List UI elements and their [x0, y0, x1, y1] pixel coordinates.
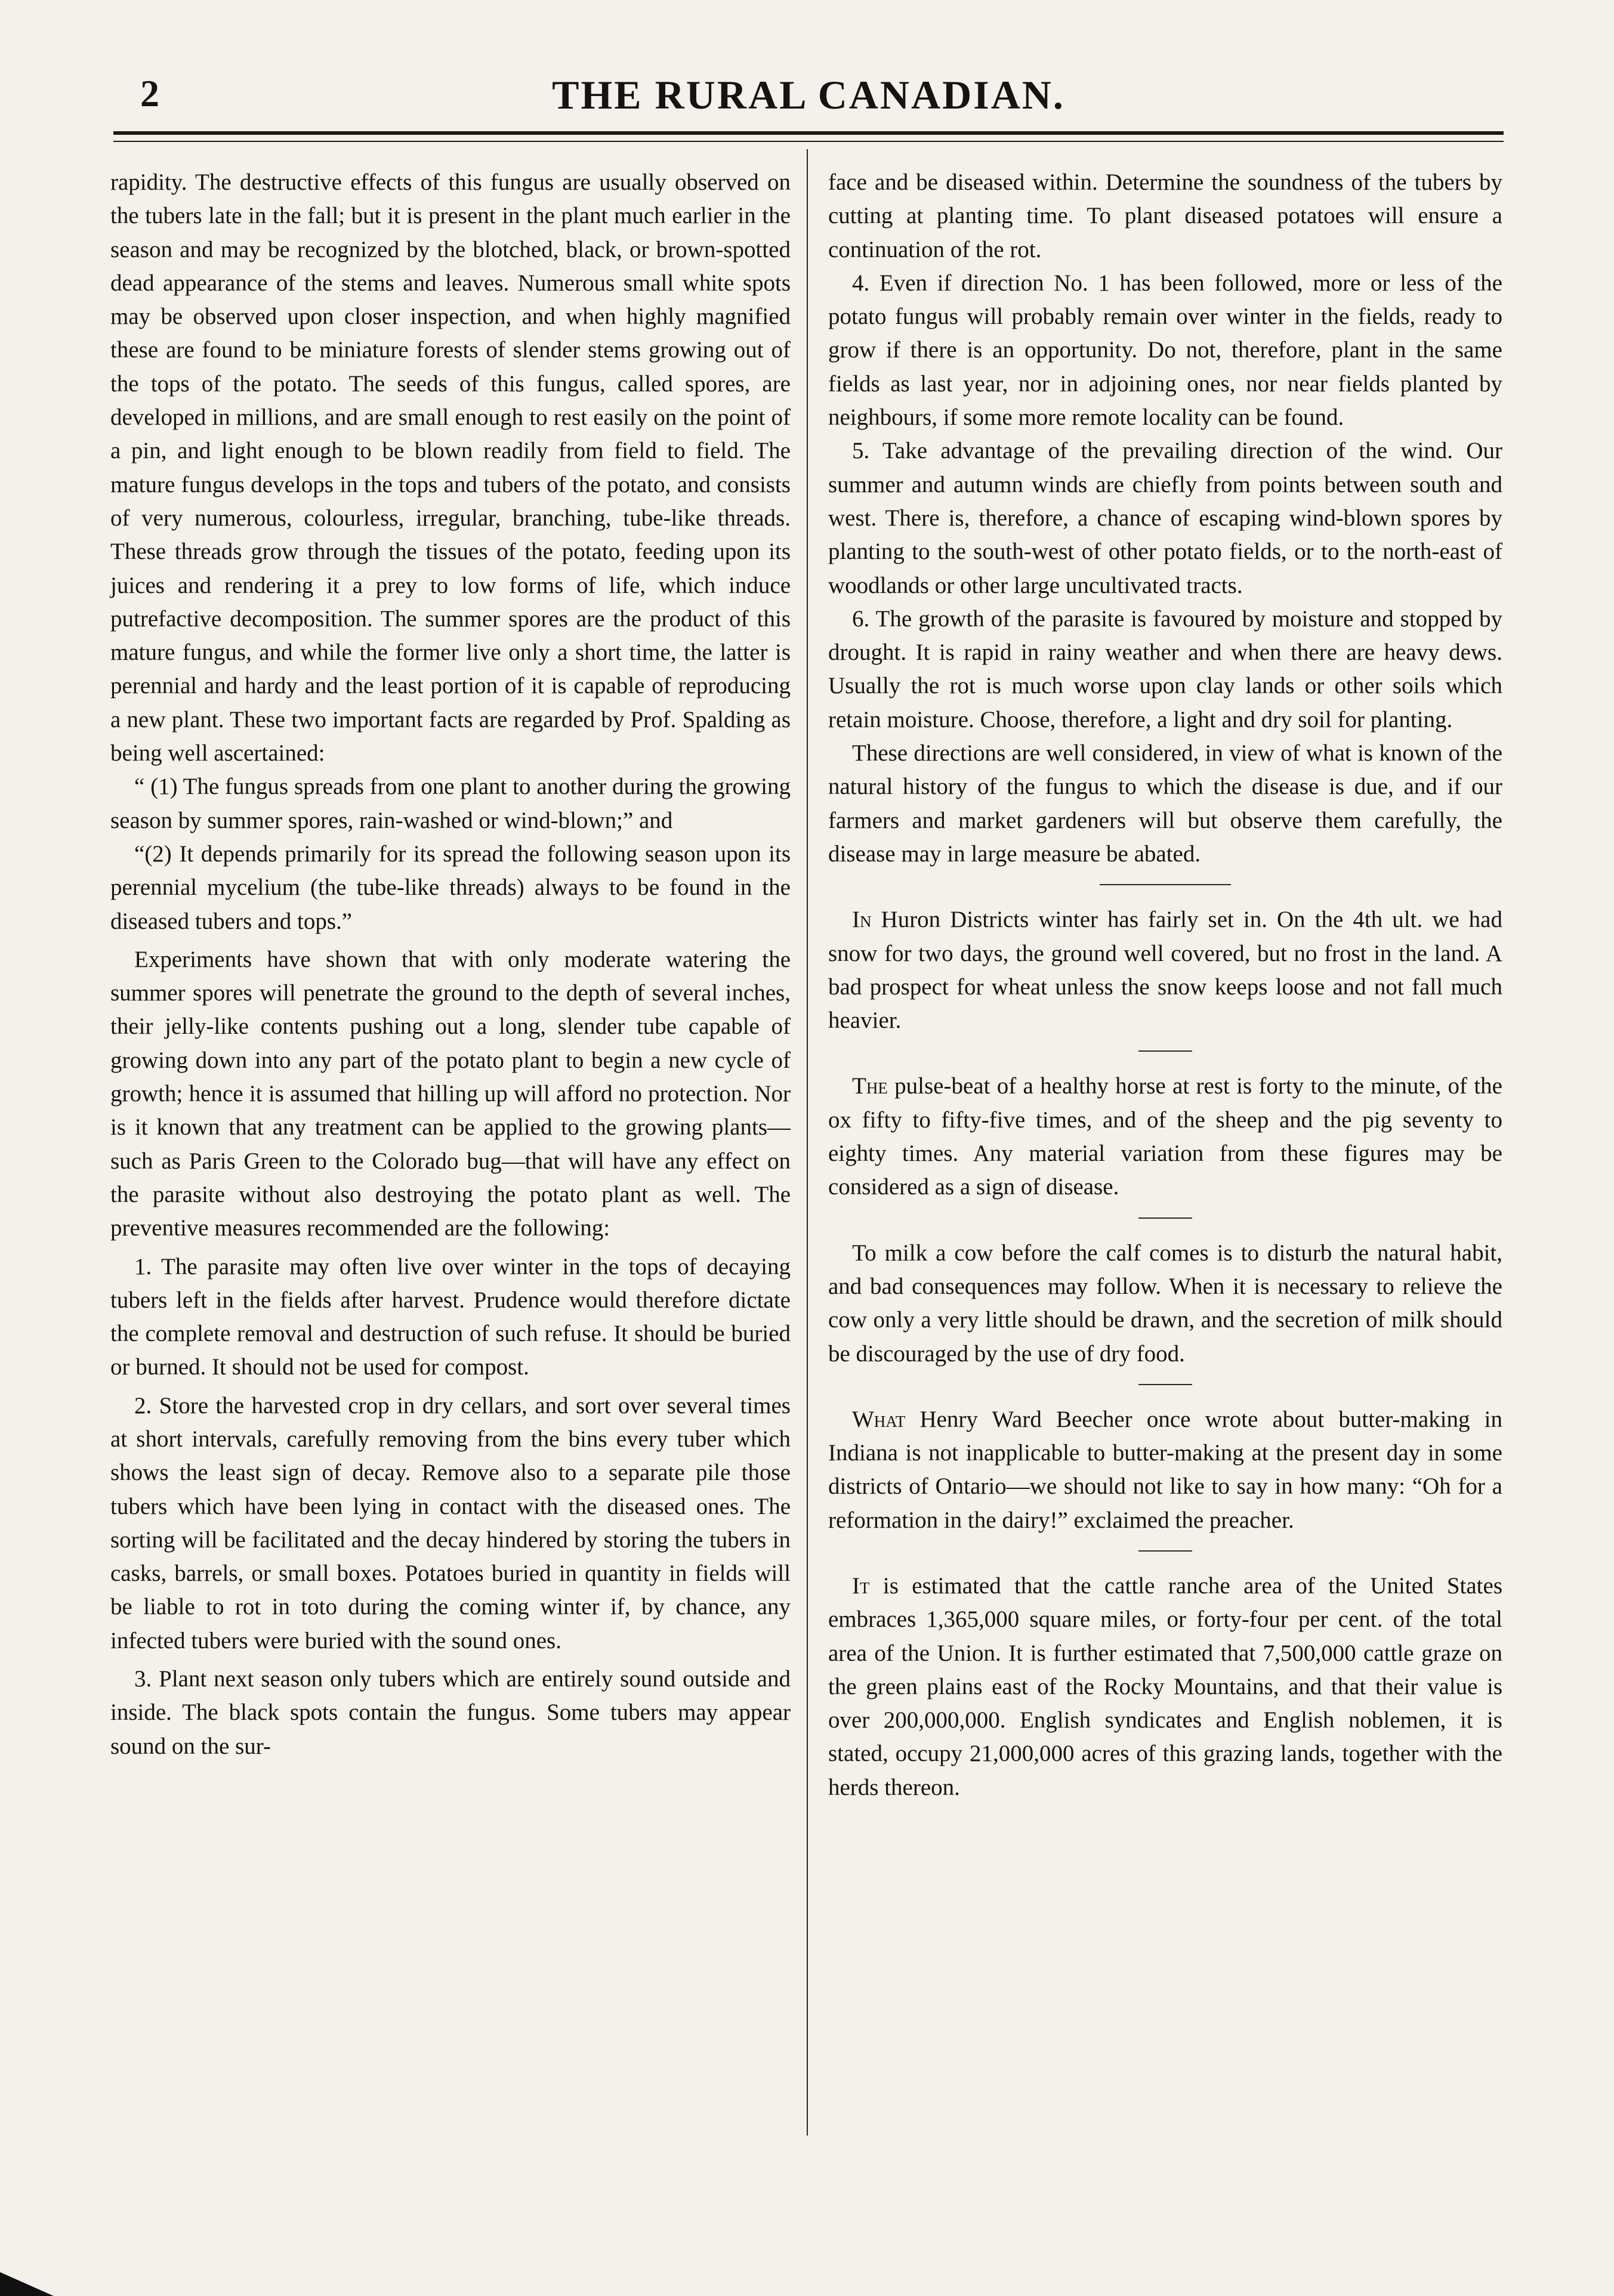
- section-rule: [1100, 884, 1231, 885]
- header-rule-thin: [113, 141, 1504, 142]
- section-rule: [1138, 1050, 1192, 1052]
- note-huron-districts: In Huron Districts winter has fairly set in. On the 4th ult. we had snow for two days, the ground well covered, but no frost in the land. A bad prospect for wheat unless the snow keeps loose and not fall much heavier.: [828, 907, 1502, 1034]
- article-continuation: face and be diseased within. Determine the soundness of the tubers by cutting at planting time. To plant diseased potatoes will ensure a continuation of the rot.: [828, 169, 1502, 262]
- article-paragraph: Experiments have shown that with only moderate watering the summer spores will penetrate the ground to the depth of several inches, their jelly-like contents pushing out a long, slender tube capable of growing down into any part of the potato plant to begin a new cycle of growth; hence it is assumed that hilling up will afford no protection. Nor is it known that any treatment can be applied to the growing plants—such as Paris Green to the Colorado bug—that will have any effect on the parasite without also destroying the potato plant as well. The preventive measures recommended are the following:: [110, 946, 791, 1241]
- note-milking-cow: To milk a cow before the calf comes is to disturb the natural habit, and bad consequences may follow. When it is necessary to relieve the cow only a very little should be drawn, and the secretion of milk should be discouraged by the use of dry food.: [828, 1240, 1502, 1367]
- quoted-fact-1: “ (1) The fungus spreads from one plant to another during the growing season by summer spores, rain-washed or wind-blown;” and: [110, 774, 791, 833]
- right-column: [828, 166, 1502, 1804]
- scan-corner-mark: [0, 2272, 54, 2296]
- article-conclusion: These directions are well considered, in view of what is known of the natural history of the fungus to which the disease is due, and if our farmers and market gardeners will but observe them carefully, the disease may in large measure be abated.: [828, 740, 1502, 867]
- note-beecher-buttermaking: What Henry Ward Beecher once wrote about butter-making in Indiana is not inapplicable to butter-making at the present day in some districts of Ontario—we should not like to say in how many: “Oh for a reformation in the dairy!” exclaimed the preacher.: [828, 1406, 1502, 1533]
- left-column: [110, 166, 791, 1763]
- note-cattle-ranche: It is estimated that the cattle ranche area of the United States embraces 1,365,000 square miles, or forty-four per cent. of the total area of the Union. It is further estimated that 7,500,000 cattle graze on the green plains east of the Rocky Mountains, and that their value is over 200,000,000. English syndicates and English noblemen, it is stated, occupy 21,000,000 acres of this grazing lands, together with the herds thereon.: [828, 1572, 1502, 1800]
- article-paragraph: rapidity. The destructive effects of this fungus are usually observed on the tubers late in the fall; but it is present in the plant much earlier in the season and may be recognized by the blotched, black, or brown-spotted dead appearance of the stems and leaves. Numerous small white spots may be observed upon closer inspection, and when highly magnified these are found to be miniature forests of slender stems growing out of the tops of the potato. The seeds of this fungus, called spores, are developed in millions, and are small enough to rest easily on the point of a pin, and light enough to be blown readily from field to field. The mature fungus develops in the tops and tubers of the potato, and consists of very numerous, colourless, irregular, branching, tube-like threads. These threads grow through the tissues of the potato, feeding upon its juices and rendering it a prey to low forms of life, which induce putrefactive decomposition. The summer spores are the product of this mature fungus, and while the former live only a short time, the latter is perennial and hardy and the least portion of it is capable of reproducing a new plant. These two important facts are regarded by Prof. Spalding as being well ascertained:: [110, 169, 791, 767]
- quoted-fact-2: “(2) It depends primarily for its spread the following season upon its perennial mycelium (the tube-like threads) always to be found in the diseased tubers and tops.”: [110, 840, 791, 934]
- header-rule-thick: [113, 131, 1504, 135]
- measure-item-2: 2. Store the harvested crop in dry cellars, and sort over several times at short intervals, carefully removing from the bins every tuber which shows the least sign of decay. Remove also to a separate pile those tubers which have been lying in contact with the diseased ones. The sorting will be facilitated and the decay hindered by storing the tubers in casks, barrels, or small boxes. Potatoes buried in quantity in fields will be liable to rot in toto during the coming winter if, by chance, any infected tubers were buried with the sound ones.: [110, 1392, 791, 1654]
- publication-title: THE RURAL CANADIAN.: [552, 72, 1065, 118]
- measure-item-6: 6. The growth of the parasite is favoured by moisture and stopped by drought. It is rapid in rainy weather and when there are heavy dews. Usually the rot is much worse upon clay lands or other soils which retain moisture. Choose, therefore, a light and dry soil for planting.: [828, 605, 1502, 733]
- measure-item-3: 3. Plant next season only tubers which are entirely sound outside and inside. The black spots contain the fungus. Some tubers may appear sound on the sur-: [110, 1666, 791, 1759]
- measure-item-4: 4. Even if direction No. 1 has been followed, more or less of the potato fungus will probably remain over winter in the fields, ready to grow if there is an opportunity. Do not, therefore, plant in the same fields as last year, nor in adjoining ones, nor near fields planted by neighbours, if some more remote locality can be found.: [828, 270, 1502, 431]
- column-divider: [807, 149, 808, 2136]
- section-rule: [1138, 1550, 1192, 1552]
- section-rule: [1138, 1384, 1192, 1385]
- page-number: 2: [140, 72, 159, 115]
- masthead: [113, 66, 1504, 131]
- note-horse-pulse: The pulse-beat of a healthy horse at rest is forty to the minute, of the ox fifty to fifty-five times, and of the sheep and the pig seventy to eighty times. Any material variation from these figures may be considered as a sign of disease.: [828, 1073, 1502, 1200]
- section-rule: [1138, 1217, 1192, 1219]
- measure-item-1: 1. The parasite may often live over winter in the tops of decaying tubers left in the fields after harvest. Prudence would therefore dictate the complete removal and destruction of such refuse. It should be buried or burned. It should not be used for compost.: [110, 1253, 791, 1380]
- measure-item-5: 5. Take advantage of the prevailing direction of the wind. Our summer and autumn winds are chiefly from points between south and west. There is, therefore, a chance of escaping wind-blown spores by planting to the south-west of other potato fields, or to the north-east of woodlands or other large uncultivated tracts.: [828, 438, 1502, 598]
